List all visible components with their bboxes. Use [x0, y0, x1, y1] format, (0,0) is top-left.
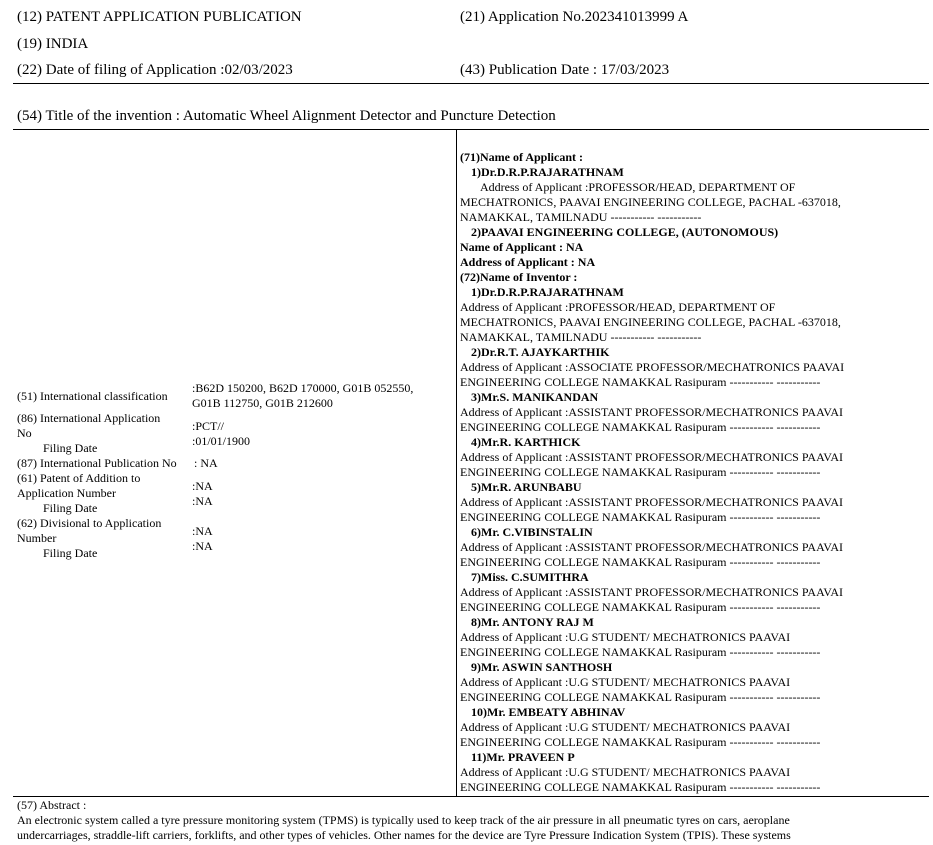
intl-app-label-cont: No [17, 426, 32, 440]
abstract-line: An electronic system called a tyre pressure monitoring system (TPMS) is typically used to keep track of the air pressure in all pneumatic tyres on cars, aeroplane [17, 813, 790, 827]
divisional-value: :NA [192, 524, 213, 538]
publication-date: (43) Publication Date : 17/03/2023 [460, 62, 670, 78]
applicant-line: ENGINEERING COLLEGE NAMAKKAL Rasipuram ----------- ----------- [460, 735, 821, 749]
applicant-line: 8)Mr. ANTONY RAJ M [471, 615, 594, 629]
applicant-line: 9)Mr. ASWIN SANTHOSH [471, 660, 613, 674]
applicant-line: NAMAKKAL, TAMILNADU ----------- ----------- [460, 330, 702, 344]
applicant-line: 2)Dr.R.T. AJAYKARTHIK [471, 345, 610, 359]
abstract-divider [13, 796, 929, 797]
applicant-line: Address of Applicant :U.G STUDENT/ MECHATRONICS PAAVAI [460, 630, 791, 644]
header-divider [13, 83, 929, 84]
applicant-line: Address of Applicant :ASSISTANT PROFESSOR/MECHATRONICS PAAVAI [460, 540, 843, 554]
abstract-section [17, 798, 917, 843]
applicant-line: 3)Mr.S. MANIKANDAN [471, 390, 599, 404]
applicant-line: ENGINEERING COLLEGE NAMAKKAL Rasipuram ----------- ----------- [460, 420, 821, 434]
applicant-line: Address of Applicant :ASSISTANT PROFESSOR/MECHATRONICS PAAVAI [460, 495, 843, 509]
applicant-line: Address of Applicant :U.G STUDENT/ MECHATRONICS PAAVAI [460, 720, 791, 734]
applicant-line: 5)Mr.R. ARUNBABU [471, 480, 582, 494]
applicant-line: Address of Applicant :U.G STUDENT/ MECHATRONICS PAAVAI [460, 765, 791, 779]
applicant-line: Address of Applicant : NA [460, 255, 596, 269]
applicant-line: 1)Dr.D.R.P.RAJARATHNAM [471, 285, 624, 299]
country: (19) INDIA [17, 36, 89, 52]
patent-addition-label: (61) Patent of Addition to [17, 471, 141, 485]
applicant-line: 4)Mr.R. KARTHICK [471, 435, 581, 449]
intl-pub-value: : NA [194, 456, 218, 470]
patent-addition-label-cont: Application Number [17, 486, 116, 500]
patent-addition-value: :NA [192, 479, 213, 493]
applicant-line: 1)Dr.D.R.P.RAJARATHNAM [471, 165, 624, 179]
applicant-line: ENGINEERING COLLEGE NAMAKKAL Rasipuram ----------- ----------- [460, 600, 821, 614]
applicant-line: 10)Mr. EMBEATY ABHINAV [471, 705, 626, 719]
applicant-line: MECHATRONICS, PAAVAI ENGINEERING COLLEGE, PACHAL -637018, [460, 195, 841, 209]
applicant-line: Address of Applicant :ASSISTANT PROFESSOR/MECHATRONICS PAAVAI [460, 405, 843, 419]
intl-class-label: (51) International classification [17, 389, 168, 403]
applicant-line: Address of Applicant :PROFESSOR/HEAD, DEPARTMENT OF [480, 180, 796, 194]
filing-date-label-3: Filing Date [43, 546, 98, 560]
applicant-line: 2)PAAVAI ENGINEERING COLLEGE, (AUTONOMOUS) [471, 225, 779, 239]
applicant-line: 11)Mr. PRAVEEN P [471, 750, 575, 764]
applicant-line: Address of Applicant :U.G STUDENT/ MECHATRONICS PAAVAI [460, 675, 791, 689]
divisional-label-cont: Number [17, 531, 57, 545]
filing-date-label-2: Filing Date [43, 501, 98, 515]
applicant-line: ENGINEERING COLLEGE NAMAKKAL Rasipuram ----------- ----------- [460, 510, 821, 524]
applicant-line: Address of Applicant :PROFESSOR/HEAD, DEPARTMENT OF [460, 300, 776, 314]
applicant-line: Address of Applicant :ASSISTANT PROFESSOR/MECHATRONICS PAAVAI [460, 585, 843, 599]
intl-app-label: (86) International Application [17, 411, 161, 425]
applicants-inventors-list [460, 150, 930, 795]
intl-class-value-cont: G01B 112750, G01B 212600 [192, 396, 333, 410]
applicant-line: (71)Name of Applicant : [460, 150, 583, 164]
intl-app-value: :PCT// [192, 419, 225, 433]
applicant-line: Address of Applicant :ASSISTANT PROFESSOR/MECHATRONICS PAAVAI [460, 450, 843, 464]
intl-class-value: :B62D 150200, B62D 170000, G01B 052550, [192, 381, 414, 395]
filing-date-value-1: :01/01/1900 [192, 434, 251, 448]
applicant-line: ENGINEERING COLLEGE NAMAKKAL Rasipuram ----------- ----------- [460, 645, 821, 659]
abstract-label: (57) Abstract : [17, 798, 87, 812]
applicant-line: ENGINEERING COLLEGE NAMAKKAL Rasipuram ----------- ----------- [460, 375, 821, 389]
applicant-line: NAMAKKAL, TAMILNADU ----------- ----------- [460, 210, 702, 224]
filing-date-value-2: :NA [192, 494, 213, 508]
divisional-label: (62) Divisional to Application [17, 516, 162, 530]
applicant-line: Name of Applicant : NA [460, 240, 584, 254]
abstract-line: undercarriages, straddle-lift carriers, forklifts, and other types of vehicles. Other names for the device are Tyre Pressure Indication System (TPIS). These systems [17, 828, 791, 842]
column-divider [456, 130, 457, 796]
applicant-line: MECHATRONICS, PAAVAI ENGINEERING COLLEGE, PACHAL -637018, [460, 315, 841, 329]
filing-date: (22) Date of filing of Application :02/03/2023 [17, 62, 293, 78]
intl-pub-label: (87) International Publication No [17, 456, 177, 470]
applicant-line: ENGINEERING COLLEGE NAMAKKAL Rasipuram ----------- ----------- [460, 690, 821, 704]
application-number: (21) Application No.202341013999 A [460, 9, 689, 25]
filing-date-label-1: Filing Date [43, 441, 98, 455]
applicant-line: ENGINEERING COLLEGE NAMAKKAL Rasipuram ----------- ----------- [460, 465, 821, 479]
applicant-line: 6)Mr. C.VIBINSTALIN [471, 525, 593, 539]
applicant-line: Address of Applicant :ASSOCIATE PROFESSOR/MECHATRONICS PAAVAI [460, 360, 845, 374]
applicant-line: ENGINEERING COLLEGE NAMAKKAL Rasipuram ----------- ----------- [460, 555, 821, 569]
invention-title: (54) Title of the invention : Automatic Wheel Alignment Detector and Puncture Detection [17, 108, 556, 124]
applicant-line: ENGINEERING COLLEGE NAMAKKAL Rasipuram ----------- ----------- [460, 780, 821, 794]
title-divider [13, 129, 929, 130]
applicant-line: (72)Name of Inventor : [460, 270, 578, 284]
filing-date-value-3: :NA [192, 539, 213, 553]
publication-type: (12) PATENT APPLICATION PUBLICATION [17, 9, 302, 25]
applicant-line: 7)Miss. C.SUMITHRA [471, 570, 589, 584]
